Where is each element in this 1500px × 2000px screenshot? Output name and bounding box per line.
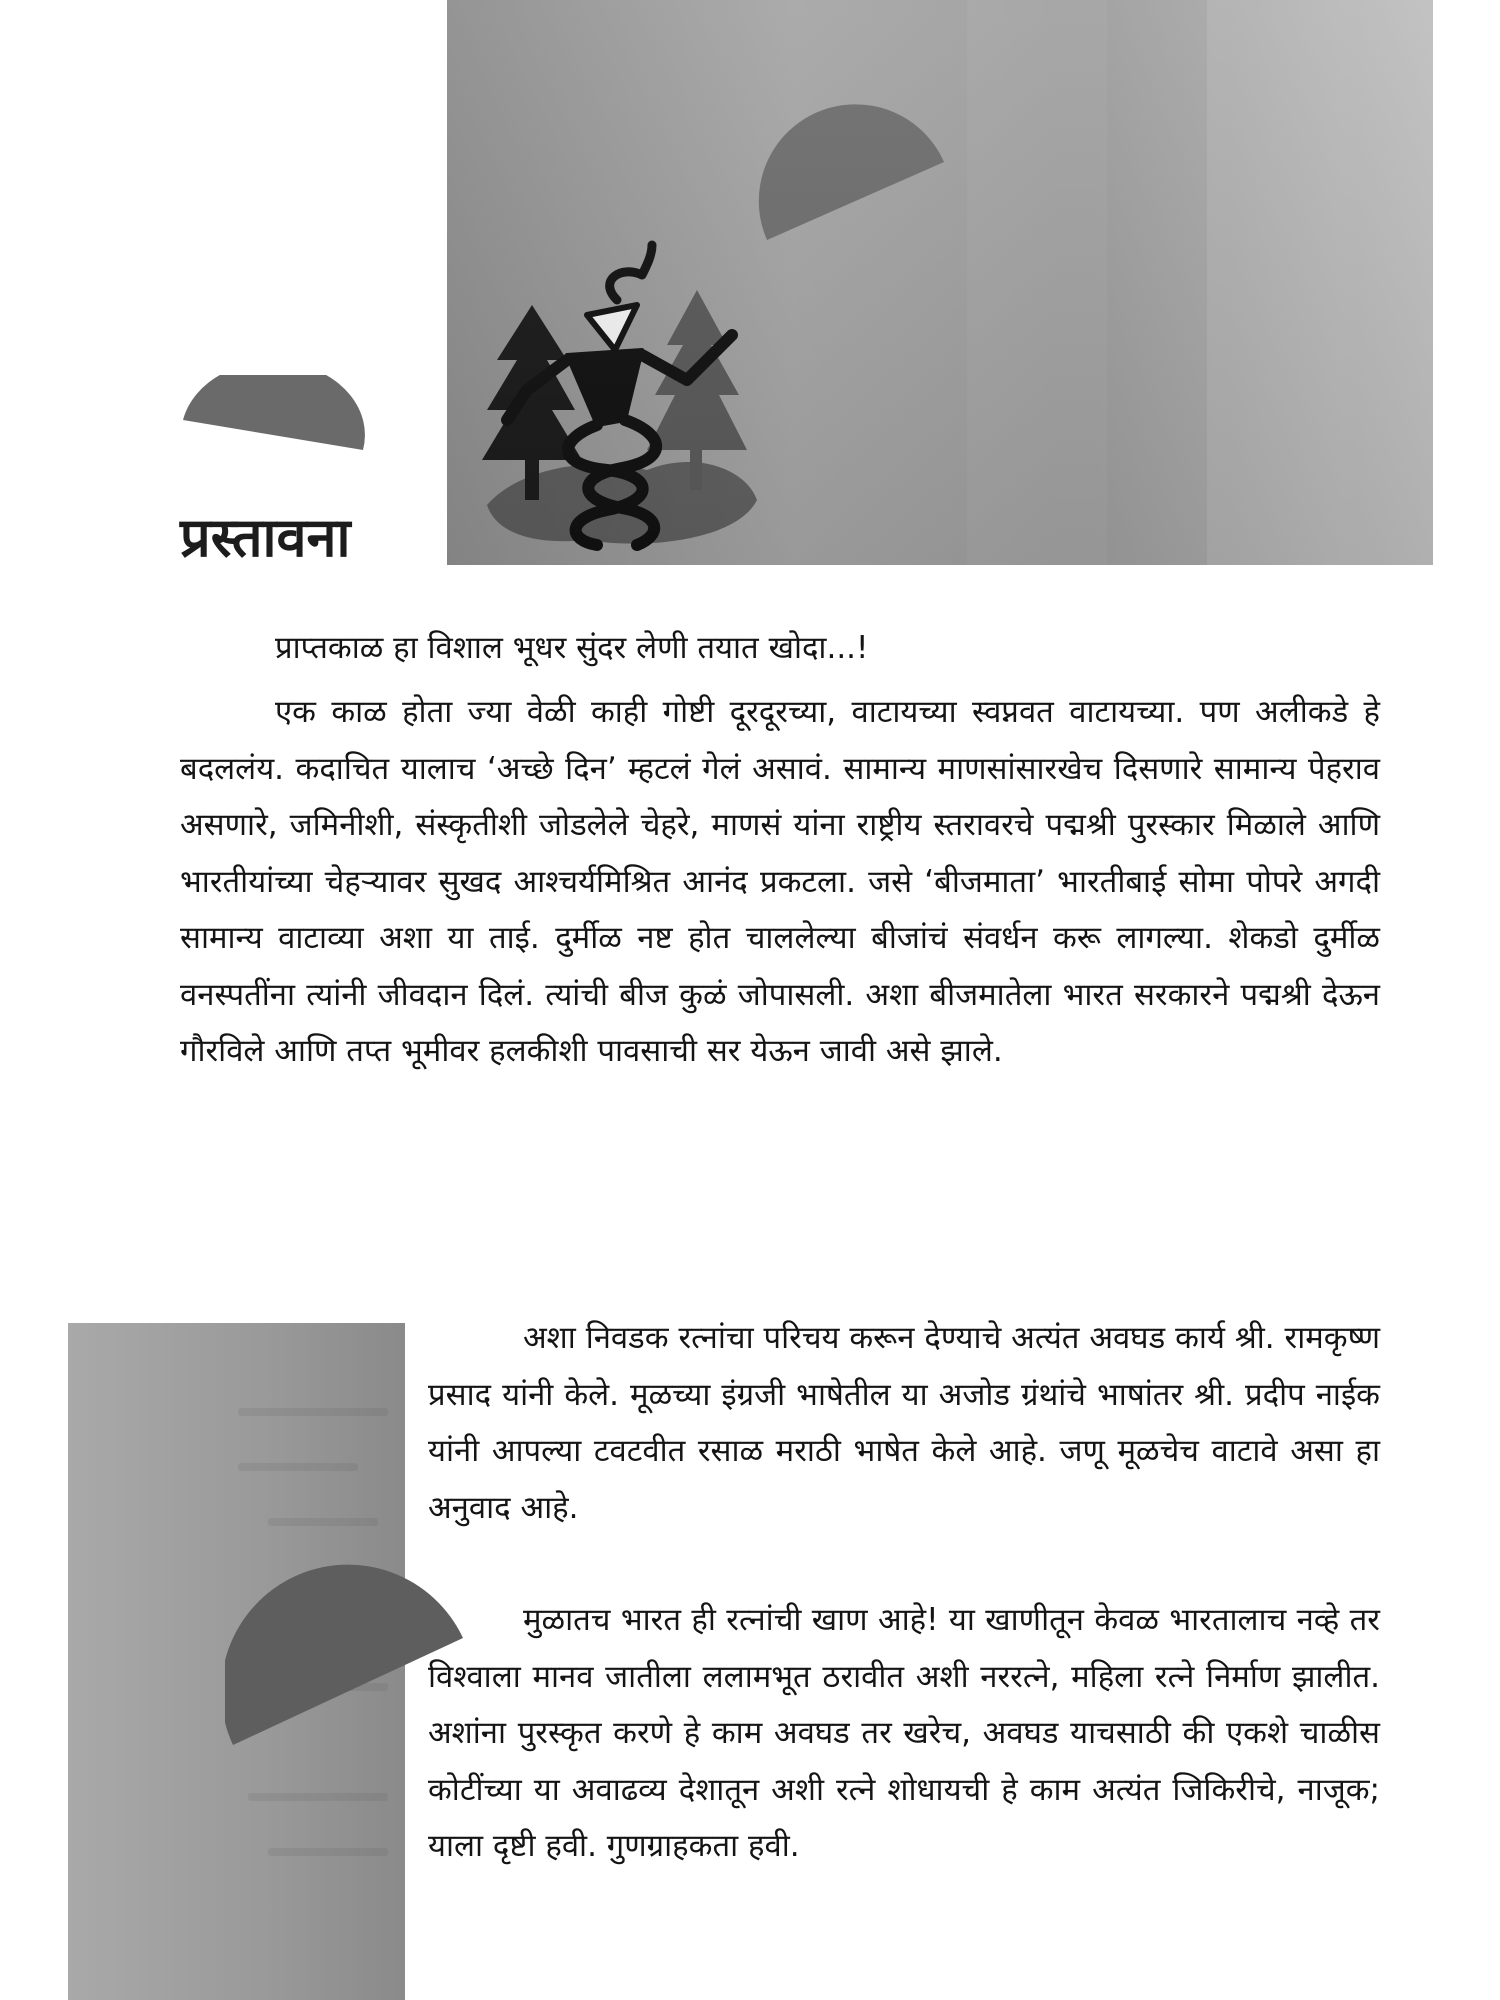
paragraph-gems: मुळातच भारत ही रत्नांची खाण आहे! या खाणीतून केवळ भारतालाच नव्हे तर विश्वाला मानव जातीला ललामभूत ठरावीत अशी नररत्ने, महिला रत्ने निर्माण झालीत. अशांना पुरस्कृत करणे हे काम अवघड तर खरेच, अवघड याचसाठी की एकशे चाळीस कोटींच्या या अवाढव्य देशातून अशी रत्ने शोधायची हे काम अत्यंत जिकिरीचे, नाजूक; याला दृष्टी हवी. गुणग्राहकता हवी.	[428, 1602, 1380, 1864]
illustration-svg	[447, 0, 1433, 565]
paragraph-intro: एक काळ होता ज्या वेळी काही गोष्टी दूरदूरच्या, वाटायच्या स्वप्नवत वाटायच्या. पण अलीकडे हे बदललंय. कदाचित यालाच ‘अच्छे दिन’ म्हटलं गेलं असावं. सामान्य माणसांसारखेच दिसणारे सामान्य पेहराव असणारे, जमिनीशी, संस्कृतीशी जोडलेले चेहरे, माणसं यांना राष्ट्रीय स्तरावरचे पद्मश्री पुरस्कार मिळाले आणि भारतीयांच्या चेहऱ्यावर सुखद आश्चर्यमिश्रित आनंद प्रकटला. जसे ‘बीजमाता’ भारतीबाई सोमा पोपरे अगदी सामान्य वाटाव्या अशा या ताई. दुर्मीळ नष्ट होत चाललेल्या बीजांचं संवर्धन करू लागल्या. शेकडो दुर्मीळ वनस्पतींना त्यांनी जीवदान दिलं. त्यांची बीज कुळं जोपासली. अशा बीजमातेला भारत सरकारने पद्मश्री देऊन गौरविले आणि तप्त भूमीवर हलकीशी पावसाची सर येऊन जावी असे झाले.	[180, 694, 1380, 1069]
accent-semicircle-icon	[178, 375, 368, 490]
ground-shadow-icon	[487, 462, 757, 544]
paragraph-translation: अशा निवडक रत्नांचा परिचय करून देण्याचे अत्यंत अवघड कार्य श्री. रामकृष्ण प्रसाद यांनी केले. मूळच्या इंग्रजी भाषेतील या अजोड ग्रंथांचे भाषांतर श्री. प्रदीप नाईक यांनी आपल्या टवटवीत रसाळ मराठी भाषेत केले आहे. जणू मूळचेच वाटावे असा हा अनुवाद आहे.	[428, 1320, 1380, 1526]
opening-verse: प्राप्तकाळ हा विशाल भूधर सुंदर लेणी तयात खोदा...!	[275, 630, 869, 666]
pine-tree-icon	[482, 305, 582, 500]
page-title: प्रस्तावना	[180, 506, 351, 569]
header-illustration-panel	[447, 0, 1433, 565]
pine-tree-icon	[647, 290, 747, 490]
tribal-dancer-icon	[507, 245, 732, 545]
sun-semicircle-icon	[759, 104, 944, 240]
